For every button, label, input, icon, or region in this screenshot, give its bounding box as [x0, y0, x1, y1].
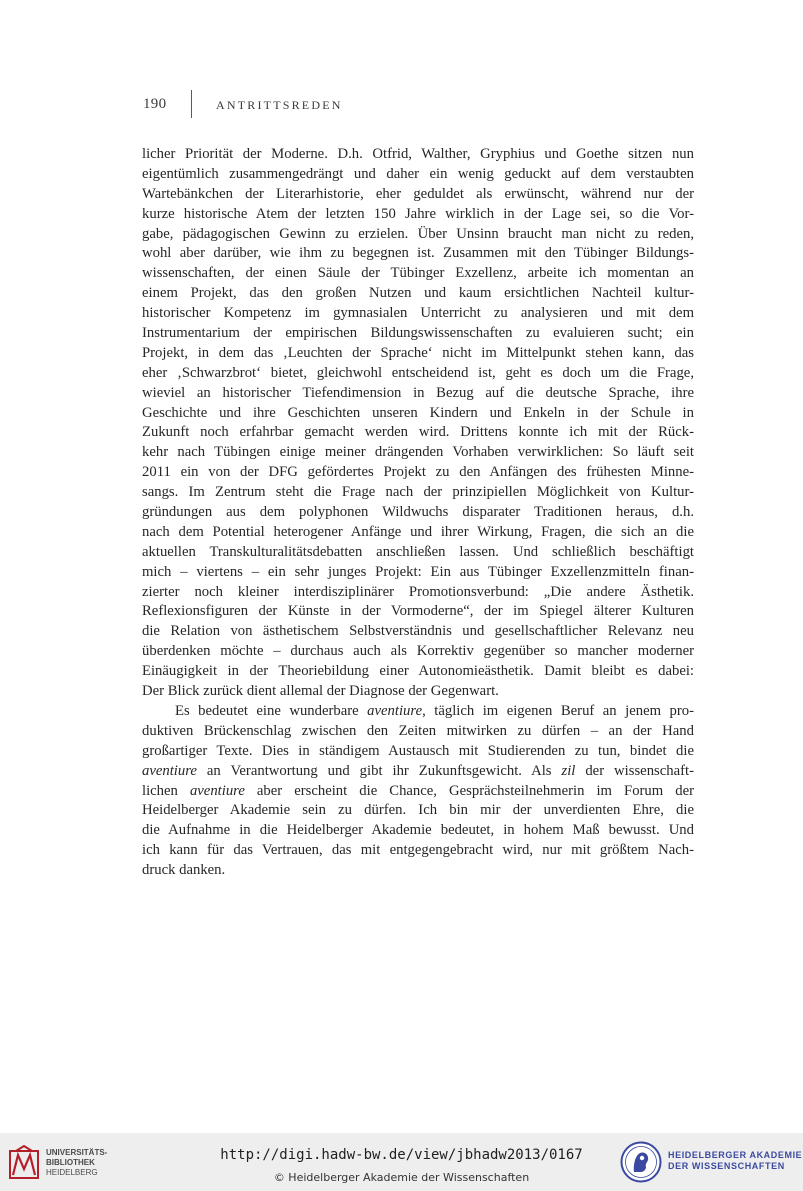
- text-line: [142, 264, 694, 284]
- text-span: Zukunft noch erfahrbar gemacht werden wird. Drittens konnte ich mit der Rück-: [142, 424, 694, 441]
- academy-name-line: DER WISSENSCHAFTEN: [668, 1161, 785, 1171]
- body-text: [142, 145, 694, 881]
- text-line: [142, 662, 694, 682]
- text-span: nach dem Potential heterogener Anfänge und ihrer Wirkung, Fragen, die sich an die: [142, 523, 694, 540]
- text-line: [142, 682, 694, 702]
- text-span: Der Blick zurück dient allemal der Diagnose der Gegenwart.: [142, 683, 499, 700]
- text-line: [142, 563, 694, 583]
- text-line: [142, 642, 694, 662]
- text-line: [142, 284, 694, 304]
- text-line: [142, 404, 694, 424]
- text-span: gründungen aus dem polyphonen Wildwuchs disparater Traditionen heraus, d.h.: [142, 504, 694, 521]
- text-line: [142, 244, 694, 264]
- text-span: , täglich im eigenen Beruf an jenem pro-: [422, 702, 694, 719]
- text-span: kehr nach Tübingen einige meiner drängenden Vorhaben verwirklichen: So läuft seit: [142, 444, 694, 461]
- text-span: die Relation von ästhetischem Selbstverständnis und gesellschaftlicher Relevanz neu: [142, 623, 694, 640]
- text-line: [142, 225, 694, 245]
- text-line: [142, 622, 694, 642]
- text-line: [142, 841, 694, 861]
- text-span: eher ‚Schwarzbrot‘ bietet, gleichwohl entscheidend ist, geht es doch um die Frage,: [142, 364, 694, 381]
- italic-term: aventiure: [367, 702, 423, 719]
- text-span: überdenken möchte – durchaus auch als Korrektiv gegenüber so mancher moderner: [142, 643, 694, 660]
- library-name-line: UNIVERSITÄTS-: [46, 1148, 108, 1157]
- text-span: licher Priorität der Moderne. D.h. Otfrid, Walther, Gryphius und Goethe sitzen nun: [142, 146, 694, 162]
- page-number: 190: [143, 96, 167, 112]
- text-line: [142, 304, 694, 324]
- text-line: [142, 523, 694, 543]
- text-span: zierter noch kleiner interdisziplinärer Promotionsverbund: „Die andere Ästhetik.: [142, 583, 694, 600]
- text-line: [142, 205, 694, 225]
- text-line: [142, 543, 694, 563]
- italic-term: zil: [561, 762, 576, 779]
- text-line: [142, 861, 694, 881]
- text-line: [142, 145, 694, 165]
- academy-seal-icon: [620, 1141, 662, 1183]
- text-span: 2011 ein von der DFG gefördertes Projekt zu den Anfängen des frühesten Minne-: [142, 464, 694, 481]
- text-span: Wartebänkchen der Literarhistorie, eher geduldet als erwünscht, während nur der: [142, 185, 694, 202]
- copyright-notice: © Heidelberger Akademie der Wissenschaften: [273, 1171, 530, 1184]
- text-span: Geschichte und ihre Geschichten unseren Kindern und Enkeln in der Schule in: [142, 404, 694, 421]
- text-span: einem Projekt, das den großen Nutzen und kaum ersichtlichen Nachteil kultur-: [142, 285, 694, 302]
- text-line: [142, 742, 694, 762]
- text-line: [142, 443, 694, 463]
- text-line: [142, 503, 694, 523]
- running-head: ANTRITTSREDEN: [216, 98, 343, 112]
- text-line: [142, 324, 694, 344]
- text-span: wissenschaften, der einen Säule der Tübinger Exzellenz, arbeite ich momentan an: [142, 265, 694, 282]
- text-span: Es bedeutet eine wunderbare: [175, 702, 368, 719]
- text-line: [142, 762, 694, 782]
- text-span: gabe, pädagogischen Gewinn zu erzielen. Über Unsinn braucht man nicht zu reden,: [142, 225, 694, 242]
- text-span: druck danken.: [142, 862, 226, 879]
- footer-bar: [0, 1133, 803, 1191]
- text-span: aktuellen Transkulturalitätsdebatten anschließen lassen. Und schließlich beschäftigt: [142, 543, 694, 560]
- text-line: [142, 384, 694, 404]
- text-line: [142, 702, 694, 722]
- text-span: großartiger Texte. Dies in ständigem Austausch mit Studierenden zu tun, bindet die: [142, 742, 694, 759]
- text-span: kurze historische Atem der letzten 150 Jahre wirklich in der Lage sei, so die Vor-: [142, 205, 694, 222]
- library-name-line: BIBLIOTHEK: [46, 1158, 95, 1167]
- italic-term: aventiure: [142, 762, 197, 779]
- academy-name: [668, 1150, 802, 1172]
- text-span: aber erscheint die Chance, Gesprächsteilnehmerin im Forum der: [244, 782, 694, 799]
- text-span: duktiven Brückenschlag zwischen den Zeiten mitwirken zu dürfen – an der Hand: [142, 722, 694, 739]
- header-divider: [191, 90, 192, 118]
- text-line: [142, 821, 694, 841]
- text-line: [142, 782, 694, 802]
- text-line: [142, 602, 694, 622]
- text-span: mich – viertens – ein sehr junges Projekt: Ein aus Tübinger Exzellenzmitteln finan-: [142, 563, 694, 580]
- text-line: [142, 722, 694, 742]
- text-line: [142, 185, 694, 205]
- text-span: ich kann für das Vertrauen, das mit entgegengebracht wird, nur mit größtem Nach-: [142, 842, 694, 859]
- text-span: wieviel an historischer Tiefendimension in Bezug auf die deutsche Sprache, ihre: [142, 384, 694, 401]
- text-span: der wissenschaft-: [575, 762, 694, 779]
- text-line: [142, 344, 694, 364]
- text-span: eigentümlich zusammengedrängt und daher ein wenig geduckt auf dem verstaubten: [142, 165, 694, 182]
- text-span: sangs. Im Zentrum steht die Frage nach der prinzipiellen Möglichkeit von Kultur-: [142, 484, 694, 501]
- text-span: Reflexionsfiguren der Künste in der Vormoderne“, der im Spiegel älterer Kulturen: [142, 603, 694, 620]
- text-span: Heidelberger Akademie sein zu dürfen. Ich bin mir der unverdienten Ehre, die: [142, 802, 694, 819]
- text-line: [142, 583, 694, 603]
- text-span: wohl aber darüber, wie ihm zu begegnen ist. Zusammen mit den Tübinger Bildungs-: [142, 245, 694, 262]
- text-line: [142, 165, 694, 185]
- academy-name-line: HEIDELBERGER AKADEMIE: [668, 1150, 803, 1160]
- text-line: [142, 801, 694, 821]
- text-span: die Aufnahme in die Heidelberger Akademie bedeutet, in hohem Maß bewusst. Und: [142, 822, 694, 839]
- text-span: Einäugigkeit in der Theoriebildung einer Autonomieästhetik. Damit bleibt es dabei:: [142, 663, 694, 680]
- text-span: an Verantwortung und gibt ihr Zukunftsgewicht. Als: [196, 762, 562, 779]
- library-name-line: HEIDELBERG: [46, 1168, 98, 1177]
- text-span: lichen: [142, 782, 190, 799]
- source-url-link[interactable]: http://digi.hadw-bw.de/view/jbhadw2013/0167: [220, 1147, 583, 1163]
- text-span: Instrumentarium der empirischen Bildungswissenschaften zu evaluieren sucht; ein: [142, 325, 694, 342]
- text-line: [142, 364, 694, 384]
- text-line: [142, 423, 694, 443]
- text-span: Projekt, in dem das ‚Leuchten der Sprache‘ nicht im Mittelpunkt stehen kann, das: [142, 344, 694, 361]
- italic-term: aventiure: [189, 782, 245, 799]
- text-span: historischer Kompetenz im gymnasialen Unterricht zu analysieren und mit dem: [142, 305, 694, 322]
- text-line: [142, 463, 694, 483]
- text-line: [142, 483, 694, 503]
